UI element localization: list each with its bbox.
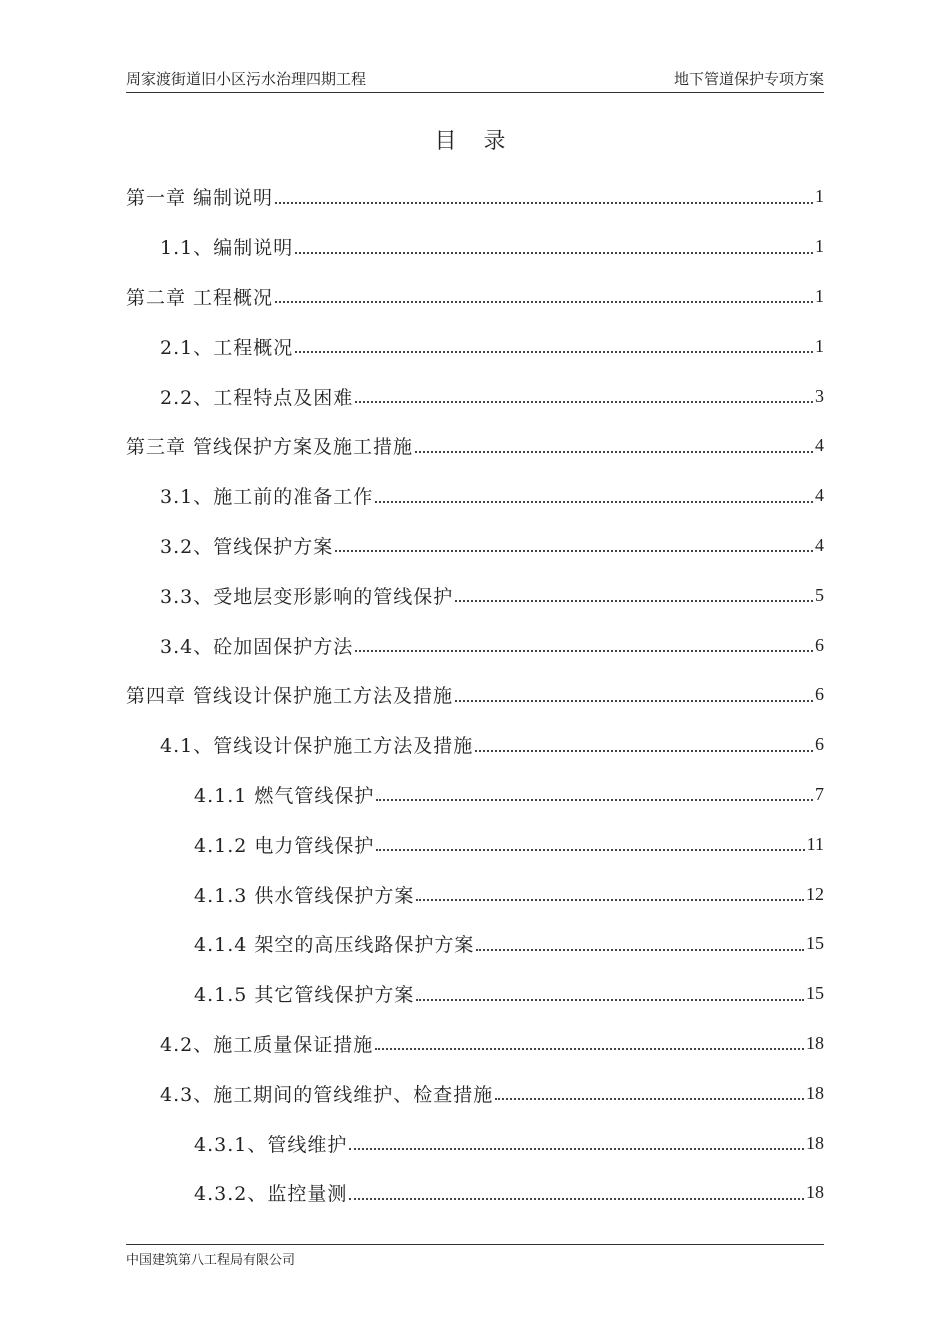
- toc-entry-label: 4.1、管线设计保护施工方法及措施: [160, 735, 474, 758]
- toc-entry-label: 3.2、管线保护方案: [160, 535, 334, 558]
- toc-leader-dots: [475, 750, 813, 752]
- toc-entry-label: 4.1.2 电力管线保护: [194, 834, 375, 857]
- toc-leader-dots: [295, 351, 813, 353]
- toc-leader-dots: [349, 1148, 804, 1150]
- toc-entry[interactable]: [126, 770, 824, 820]
- toc-page-number: 6: [815, 734, 824, 755]
- toc-entry-label: 4.3、施工期间的管线维护、检查措施: [160, 1083, 494, 1106]
- toc-entry[interactable]: [126, 620, 824, 670]
- toc-page-number: 18: [806, 1082, 824, 1103]
- toc-leader-dots: [335, 550, 813, 552]
- toc-leader-dots: [476, 949, 804, 951]
- toc-entry[interactable]: [126, 969, 824, 1019]
- toc-entry-label: 第二章 工程概况: [126, 286, 274, 309]
- toc-entry[interactable]: [126, 869, 824, 919]
- toc-leader-dots: [355, 650, 813, 652]
- toc-entry[interactable]: [126, 1068, 824, 1118]
- toc-page-number: 11: [806, 833, 824, 854]
- toc-entry[interactable]: [126, 371, 824, 421]
- toc-leader-dots: [495, 1098, 804, 1100]
- toc-leader-dots: [355, 401, 813, 403]
- toc-page-number: 1: [815, 335, 824, 356]
- toc-entry[interactable]: [126, 1019, 824, 1069]
- toc-entry-label: 3.3、受地层变形影响的管线保护: [160, 585, 454, 608]
- toc-entry-label: 1.1、编制说明: [160, 237, 294, 260]
- toc-entry[interactable]: [126, 1118, 824, 1168]
- toc-entry[interactable]: [126, 222, 824, 272]
- page-header: [126, 62, 824, 93]
- toc-page-number: 4: [815, 435, 824, 456]
- toc-entry-label: 3.4、砼加固保护方法: [160, 635, 354, 658]
- toc-entry[interactable]: [126, 471, 824, 521]
- toc-leader-dots: [376, 799, 813, 801]
- toc-page-number: 4: [815, 485, 824, 506]
- toc-leader-dots: [349, 1198, 804, 1200]
- toc-entry-label: 3.1、施工前的准备工作: [160, 486, 374, 509]
- toc-page-number: 12: [806, 883, 824, 904]
- toc-page-number: 1: [815, 285, 824, 306]
- toc-entry-label: 4.3.1、管线维护: [194, 1133, 348, 1156]
- toc-leader-dots: [416, 899, 804, 901]
- toc-page-number: 15: [806, 933, 824, 954]
- toc-page-number: 18: [806, 1032, 824, 1053]
- toc-entry[interactable]: [126, 720, 824, 770]
- toc-leader-dots: [415, 451, 813, 453]
- toc-entry[interactable]: [126, 321, 824, 371]
- toc-entry[interactable]: [126, 670, 824, 720]
- toc-entry[interactable]: [126, 521, 824, 571]
- toc-entry-label: 第四章 管线设计保护施工方法及措施: [126, 685, 454, 708]
- toc-entry-label: 4.1.4 架空的高压线路保护方案: [194, 934, 475, 957]
- toc-page-number: 3: [815, 385, 824, 406]
- toc-leader-dots: [455, 600, 813, 602]
- toc-page-number: 18: [806, 1182, 824, 1203]
- toc-entry-label: 4.1.1 燃气管线保护: [194, 784, 375, 807]
- toc-entry-label: 2.2、工程特点及困难: [160, 386, 354, 409]
- toc-leader-dots: [375, 1048, 804, 1050]
- toc-leader-dots: [455, 700, 813, 702]
- toc-leader-dots: [375, 501, 813, 503]
- toc-entry[interactable]: [126, 421, 824, 471]
- toc-page-number: 4: [815, 534, 824, 555]
- toc-entry[interactable]: [126, 1168, 824, 1218]
- toc-entry[interactable]: [126, 172, 824, 222]
- toc-entry-label: 2.1、工程概况: [160, 336, 294, 359]
- header-document-type: 地下管道保护专项方案: [673, 70, 824, 88]
- footer-company: 中国建筑第八工程局有限公司: [126, 1253, 296, 1268]
- toc-entry-label: 4.1.3 供水管线保护方案: [194, 884, 415, 907]
- toc-page-number: 1: [815, 236, 824, 257]
- toc-entry[interactable]: [126, 819, 824, 869]
- toc-leader-dots: [295, 252, 813, 254]
- toc-page-number: 5: [815, 584, 824, 605]
- toc-entry[interactable]: [126, 919, 824, 969]
- table-of-contents: [126, 172, 824, 1218]
- toc-entry[interactable]: [126, 272, 824, 322]
- toc-page-number: 15: [806, 983, 824, 1004]
- toc-page-number: 7: [815, 783, 824, 804]
- toc-entry-label: 第一章 编制说明: [126, 187, 274, 210]
- toc-leader-dots: [275, 202, 813, 204]
- toc-page-number: 18: [806, 1132, 824, 1153]
- toc-entry-label: 第三章 管线保护方案及施工措施: [126, 436, 414, 459]
- toc-leader-dots: [416, 999, 804, 1001]
- toc-page-number: 1: [815, 186, 824, 207]
- toc-entry-label: 4.1.5 其它管线保护方案: [194, 984, 415, 1007]
- toc-page-number: 6: [815, 634, 824, 655]
- toc-entry-label: 4.3.2、监控量测: [194, 1183, 348, 1206]
- header-project-name: 周家渡街道旧小区污水治理四期工程: [126, 70, 367, 88]
- toc-title: 目 录: [434, 129, 516, 154]
- toc-leader-dots: [376, 849, 804, 851]
- page-footer: [126, 1244, 824, 1268]
- toc-entry-label: 4.2、施工质量保证措施: [160, 1033, 374, 1056]
- toc-page-number: 6: [815, 684, 824, 705]
- toc-leader-dots: [275, 301, 813, 303]
- toc-entry[interactable]: [126, 570, 824, 620]
